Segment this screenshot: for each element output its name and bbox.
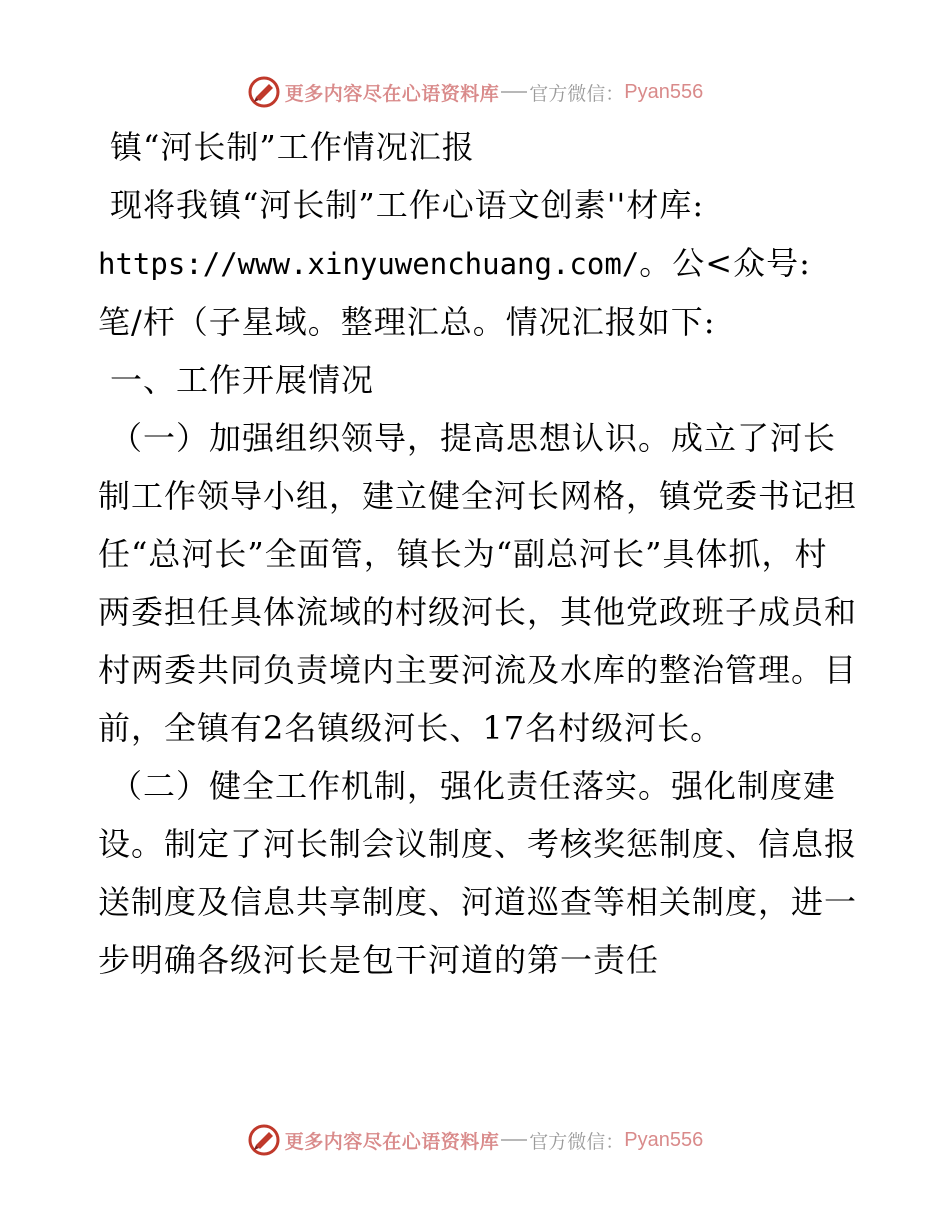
banner-divider	[501, 1139, 527, 1141]
paragraph-2: （二）健全工作机制，强化责任落实。强化制度建设。制定了河长制会议制度、考核奖惩制度、信息报送制度及信息共享制度、河道巡查等相关制度，进一步明确各级河长是包干河道的第一责任	[98, 767, 858, 979]
footer-banner	[0, 1120, 950, 1160]
paragraph-1: （一）加强组织领导，提高思想认识。成立了河长制工作领导小组，建立健全河长网格，镇党委书记担任“总河长”全面管，镇长为“副总河长”具体抓，村两委担任具体流域的村级河长，其他党政班子成员和村两委共同负责境内主要河流及水库的整治管理。目前，全镇有2名镇级河长、17名村级河长。	[98, 419, 858, 747]
brand-logo-icon	[247, 1123, 281, 1157]
brand-text: 更多内容尽在心语资料库	[284, 1130, 500, 1153]
banner-divider	[501, 91, 527, 93]
brand-logo-icon	[247, 75, 281, 109]
intro-text-3: 笔/杆（子星域。整理汇总。情况汇报如下:	[98, 303, 716, 341]
section-heading: 一、工作开展情况	[110, 361, 375, 399]
intro-text-1: 现将我镇“河长制”工作心语文创素''材库:	[110, 186, 705, 224]
wechat-handle: Pyan556	[624, 80, 704, 103]
intro-url: https://www.xinyuwenchuang.com/	[98, 247, 640, 281]
brand-text: 更多内容尽在心语资料库	[284, 82, 500, 105]
wechat-handle: Pyan556	[624, 1128, 704, 1151]
wechat-label: 官方微信：	[529, 1130, 625, 1153]
document-body	[98, 118, 858, 989]
wechat-label: 官方微信：	[529, 82, 625, 105]
header-banner	[0, 72, 950, 112]
document-title: 镇“河长制”工作情况汇报	[110, 128, 475, 166]
intro-text-2: 。公<众号:	[639, 244, 811, 282]
intro-paragraph	[98, 176, 858, 351]
